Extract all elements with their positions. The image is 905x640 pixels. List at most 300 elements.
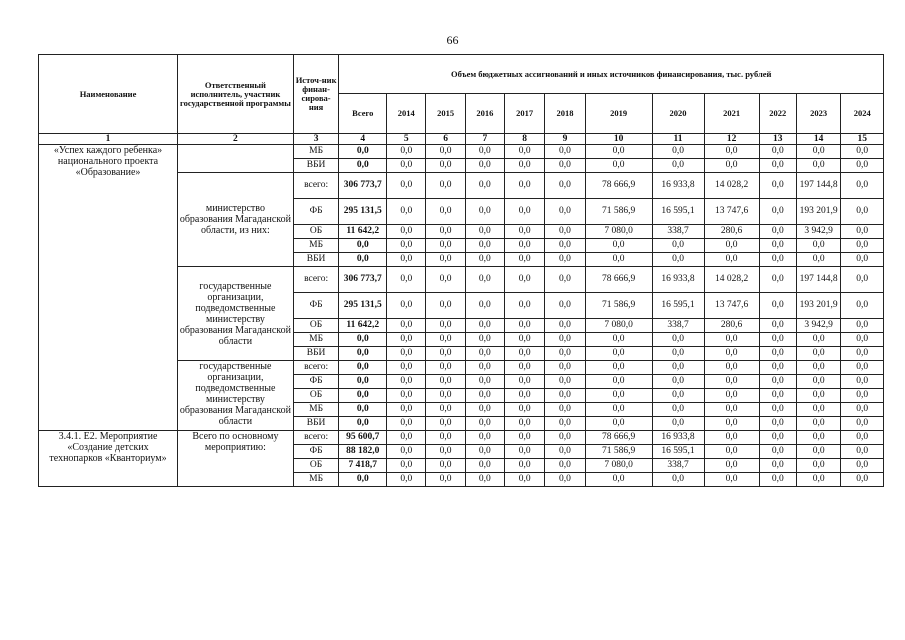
amount-cell: 0,0 xyxy=(652,159,704,173)
amount-cell: 3 942,9 xyxy=(796,319,841,333)
amount-cell: 0,0 xyxy=(465,459,504,473)
amount-cell: 0,0 xyxy=(426,417,465,431)
amount-cell: 0,0 xyxy=(465,225,504,239)
amount-cell: 0,0 xyxy=(759,253,796,267)
amount-cell: 71 586,9 xyxy=(585,199,652,225)
amount-cell: 280,6 xyxy=(704,225,759,239)
amount-cell: 0,0 xyxy=(704,253,759,267)
amount-cell: 0,0 xyxy=(704,361,759,375)
table-body xyxy=(39,145,884,487)
funding-source: ОБ xyxy=(293,319,339,333)
amount-cell: 0,0 xyxy=(339,375,387,389)
amount-cell: 0,0 xyxy=(504,333,544,347)
amount-cell: 306 773,7 xyxy=(339,267,387,293)
amount-cell: 0,0 xyxy=(387,145,426,159)
amount-cell: 0,0 xyxy=(465,199,504,225)
amount-cell: 0,0 xyxy=(841,199,884,225)
amount-cell: 0,0 xyxy=(545,389,585,403)
amount-cell: 0,0 xyxy=(426,239,465,253)
amount-cell: 78 666,9 xyxy=(585,267,652,293)
amount-cell: 338,7 xyxy=(652,459,704,473)
header-year: 2017 xyxy=(504,94,544,134)
amount-cell: 280,6 xyxy=(704,319,759,333)
row-responsible: государственные организации, подведомственные министерству образования Магаданской области xyxy=(178,267,294,361)
amount-cell: 0,0 xyxy=(759,347,796,361)
amount-cell: 0,0 xyxy=(704,333,759,347)
amount-cell: 0,0 xyxy=(545,159,585,173)
amount-cell: 295 131,5 xyxy=(339,199,387,225)
amount-cell: 0,0 xyxy=(545,239,585,253)
amount-cell: 0,0 xyxy=(704,445,759,459)
column-index: 2 xyxy=(178,134,294,145)
amount-cell: 0,0 xyxy=(504,473,544,487)
amount-cell: 0,0 xyxy=(387,389,426,403)
amount-cell: 0,0 xyxy=(545,145,585,159)
amount-cell: 0,0 xyxy=(465,159,504,173)
amount-cell: 16 595,1 xyxy=(652,293,704,319)
header-total: Всего xyxy=(339,94,387,134)
amount-cell: 0,0 xyxy=(796,159,841,173)
amount-cell: 0,0 xyxy=(426,473,465,487)
row-name: «Успех каждого ребенка» национального проекта «Образование» xyxy=(39,145,178,431)
amount-cell: 0,0 xyxy=(841,145,884,159)
amount-cell: 0,0 xyxy=(426,267,465,293)
funding-source: всего: xyxy=(293,173,339,199)
amount-cell: 16 933,8 xyxy=(652,267,704,293)
amount-cell: 0,0 xyxy=(545,431,585,445)
amount-cell: 0,0 xyxy=(504,319,544,333)
amount-cell: 0,0 xyxy=(841,389,884,403)
funding-source: ОБ xyxy=(293,389,339,403)
amount-cell: 0,0 xyxy=(545,403,585,417)
amount-cell: 0,0 xyxy=(545,417,585,431)
amount-cell: 0,0 xyxy=(426,159,465,173)
amount-cell: 0,0 xyxy=(426,403,465,417)
amount-cell: 0,0 xyxy=(387,239,426,253)
amount-cell: 71 586,9 xyxy=(585,445,652,459)
amount-cell: 0,0 xyxy=(387,319,426,333)
amount-cell: 0,0 xyxy=(545,225,585,239)
header-year: 2018 xyxy=(545,94,585,134)
amount-cell: 88 182,0 xyxy=(339,445,387,459)
amount-cell: 0,0 xyxy=(387,173,426,199)
amount-cell: 0,0 xyxy=(387,253,426,267)
funding-source: ОБ xyxy=(293,459,339,473)
header-year: 2021 xyxy=(704,94,759,134)
amount-cell: 0,0 xyxy=(796,445,841,459)
amount-cell: 295 131,5 xyxy=(339,293,387,319)
amount-cell: 0,0 xyxy=(652,361,704,375)
amount-cell: 0,0 xyxy=(465,375,504,389)
amount-cell: 0,0 xyxy=(841,225,884,239)
amount-cell: 0,0 xyxy=(504,173,544,199)
amount-cell: 0,0 xyxy=(585,253,652,267)
amount-cell: 7 080,0 xyxy=(585,225,652,239)
amount-cell: 0,0 xyxy=(652,239,704,253)
amount-cell: 0,0 xyxy=(426,253,465,267)
index-row xyxy=(39,134,884,145)
header-year: 2016 xyxy=(465,94,504,134)
amount-cell: 338,7 xyxy=(652,319,704,333)
amount-cell: 0,0 xyxy=(704,417,759,431)
column-index: 10 xyxy=(585,134,652,145)
funding-source: ВБИ xyxy=(293,347,339,361)
table-row xyxy=(39,145,884,159)
amount-cell: 0,0 xyxy=(387,403,426,417)
amount-cell: 0,0 xyxy=(545,375,585,389)
funding-source: МБ xyxy=(293,145,339,159)
amount-cell: 0,0 xyxy=(652,347,704,361)
amount-cell: 0,0 xyxy=(585,389,652,403)
amount-cell: 0,0 xyxy=(841,445,884,459)
amount-cell: 0,0 xyxy=(585,239,652,253)
amount-cell: 197 144,8 xyxy=(796,267,841,293)
amount-cell: 0,0 xyxy=(504,347,544,361)
amount-cell: 0,0 xyxy=(545,473,585,487)
amount-cell: 16 933,8 xyxy=(652,431,704,445)
amount-cell: 0,0 xyxy=(796,403,841,417)
amount-cell: 0,0 xyxy=(465,389,504,403)
amount-cell: 0,0 xyxy=(585,333,652,347)
financing-table xyxy=(38,54,884,487)
amount-cell: 0,0 xyxy=(387,199,426,225)
amount-cell: 0,0 xyxy=(426,389,465,403)
funding-source: всего: xyxy=(293,361,339,375)
header-year: 2023 xyxy=(796,94,841,134)
amount-cell: 0,0 xyxy=(387,431,426,445)
amount-cell: 0,0 xyxy=(796,417,841,431)
amount-cell: 0,0 xyxy=(387,347,426,361)
amount-cell: 0,0 xyxy=(504,361,544,375)
amount-cell: 0,0 xyxy=(841,239,884,253)
column-index: 7 xyxy=(465,134,504,145)
amount-cell: 0,0 xyxy=(504,225,544,239)
amount-cell: 3 942,9 xyxy=(796,225,841,239)
amount-cell: 0,0 xyxy=(545,459,585,473)
amount-cell: 16 595,1 xyxy=(652,199,704,225)
funding-source: всего: xyxy=(293,431,339,445)
header-responsible: Ответственный исполнитель, участник государственной программы xyxy=(178,55,294,134)
amount-cell: 0,0 xyxy=(704,389,759,403)
amount-cell: 0,0 xyxy=(426,225,465,239)
amount-cell: 0,0 xyxy=(652,333,704,347)
amount-cell: 0,0 xyxy=(759,333,796,347)
amount-cell: 0,0 xyxy=(796,239,841,253)
amount-cell: 0,0 xyxy=(387,375,426,389)
amount-cell: 0,0 xyxy=(704,375,759,389)
amount-cell: 0,0 xyxy=(465,253,504,267)
amount-cell: 0,0 xyxy=(585,361,652,375)
amount-cell: 0,0 xyxy=(841,293,884,319)
amount-cell: 0,0 xyxy=(387,293,426,319)
amount-cell: 0,0 xyxy=(465,361,504,375)
amount-cell: 0,0 xyxy=(387,267,426,293)
amount-cell: 0,0 xyxy=(504,253,544,267)
amount-cell: 0,0 xyxy=(652,403,704,417)
funding-source: ФБ xyxy=(293,293,339,319)
amount-cell: 0,0 xyxy=(426,319,465,333)
amount-cell: 0,0 xyxy=(841,361,884,375)
header-year: 2024 xyxy=(841,94,884,134)
amount-cell: 0,0 xyxy=(465,431,504,445)
amount-cell: 7 080,0 xyxy=(585,319,652,333)
amount-cell: 0,0 xyxy=(426,431,465,445)
column-index: 13 xyxy=(759,134,796,145)
amount-cell: 338,7 xyxy=(652,225,704,239)
amount-cell: 0,0 xyxy=(704,431,759,445)
amount-cell: 0,0 xyxy=(387,361,426,375)
column-index: 15 xyxy=(841,134,884,145)
table-row xyxy=(39,431,884,445)
amount-cell: 0,0 xyxy=(585,145,652,159)
row-responsible: министерство образования Магаданской области, из них: xyxy=(178,173,294,267)
amount-cell: 0,0 xyxy=(704,347,759,361)
amount-cell: 0,0 xyxy=(841,431,884,445)
amount-cell: 0,0 xyxy=(545,253,585,267)
amount-cell: 0,0 xyxy=(796,375,841,389)
header-name: Наименование xyxy=(39,55,178,134)
page-number: 66 xyxy=(446,33,459,47)
header-year: 2014 xyxy=(387,94,426,134)
amount-cell: 0,0 xyxy=(704,239,759,253)
amount-cell: 0,0 xyxy=(387,445,426,459)
amount-cell: 0,0 xyxy=(704,459,759,473)
amount-cell: 0,0 xyxy=(465,267,504,293)
amount-cell: 16 595,1 xyxy=(652,445,704,459)
amount-cell: 0,0 xyxy=(759,159,796,173)
amount-cell: 0,0 xyxy=(652,389,704,403)
amount-cell: 0,0 xyxy=(841,375,884,389)
amount-cell: 0,0 xyxy=(504,417,544,431)
column-index: 4 xyxy=(339,134,387,145)
amount-cell: 0,0 xyxy=(652,145,704,159)
row-name: 3.4.1. Е2. Мероприятие «Создание детских технопарков «Кванториум» xyxy=(39,431,178,487)
funding-source: всего: xyxy=(293,267,339,293)
amount-cell: 0,0 xyxy=(426,293,465,319)
amount-cell: 0,0 xyxy=(545,319,585,333)
amount-cell: 13 747,6 xyxy=(704,199,759,225)
amount-cell: 7 080,0 xyxy=(585,459,652,473)
amount-cell: 0,0 xyxy=(465,293,504,319)
amount-cell: 0,0 xyxy=(759,319,796,333)
amount-cell: 0,0 xyxy=(504,267,544,293)
amount-cell: 78 666,9 xyxy=(585,431,652,445)
funding-source: МБ xyxy=(293,333,339,347)
amount-cell: 0,0 xyxy=(841,459,884,473)
amount-cell: 0,0 xyxy=(545,267,585,293)
amount-cell: 0,0 xyxy=(841,347,884,361)
amount-cell: 0,0 xyxy=(759,225,796,239)
amount-cell: 0,0 xyxy=(652,253,704,267)
amount-cell: 0,0 xyxy=(759,459,796,473)
funding-source: ФБ xyxy=(293,445,339,459)
amount-cell: 0,0 xyxy=(504,445,544,459)
amount-cell: 0,0 xyxy=(426,375,465,389)
amount-cell: 7 418,7 xyxy=(339,459,387,473)
amount-cell: 0,0 xyxy=(759,173,796,199)
amount-cell: 0,0 xyxy=(545,347,585,361)
amount-cell: 0,0 xyxy=(652,473,704,487)
amount-cell: 0,0 xyxy=(465,173,504,199)
column-index: 9 xyxy=(545,134,585,145)
funding-source: МБ xyxy=(293,403,339,417)
amount-cell: 0,0 xyxy=(841,319,884,333)
amount-cell: 0,0 xyxy=(465,239,504,253)
funding-source: ОБ xyxy=(293,225,339,239)
amount-cell: 0,0 xyxy=(387,225,426,239)
amount-cell: 0,0 xyxy=(759,431,796,445)
amount-cell: 0,0 xyxy=(426,445,465,459)
amount-cell: 0,0 xyxy=(759,199,796,225)
amount-cell: 0,0 xyxy=(585,375,652,389)
amount-cell: 0,0 xyxy=(387,459,426,473)
amount-cell: 0,0 xyxy=(339,473,387,487)
amount-cell: 0,0 xyxy=(465,473,504,487)
amount-cell: 0,0 xyxy=(504,375,544,389)
amount-cell: 0,0 xyxy=(759,375,796,389)
amount-cell: 0,0 xyxy=(704,473,759,487)
funding-source: ВБИ xyxy=(293,417,339,431)
amount-cell: 14 028,2 xyxy=(704,173,759,199)
amount-cell: 0,0 xyxy=(387,417,426,431)
amount-cell: 0,0 xyxy=(465,145,504,159)
amount-cell: 0,0 xyxy=(759,389,796,403)
amount-cell: 0,0 xyxy=(465,333,504,347)
amount-cell: 0,0 xyxy=(339,403,387,417)
amount-cell: 0,0 xyxy=(339,145,387,159)
amount-cell: 0,0 xyxy=(504,431,544,445)
amount-cell: 0,0 xyxy=(796,145,841,159)
amount-cell: 0,0 xyxy=(759,417,796,431)
header-year: 2015 xyxy=(426,94,465,134)
amount-cell: 197 144,8 xyxy=(796,173,841,199)
amount-cell: 0,0 xyxy=(841,267,884,293)
row-responsible xyxy=(178,145,294,173)
funding-source: МБ xyxy=(293,239,339,253)
amount-cell: 0,0 xyxy=(759,267,796,293)
amount-cell: 95 600,7 xyxy=(339,431,387,445)
amount-cell: 0,0 xyxy=(465,417,504,431)
header-year: 2019 xyxy=(585,94,652,134)
amount-cell: 0,0 xyxy=(796,431,841,445)
amount-cell: 193 201,9 xyxy=(796,293,841,319)
amount-cell: 0,0 xyxy=(465,319,504,333)
amount-cell: 0,0 xyxy=(841,473,884,487)
row-responsible: государственные организации, подведомственные министерству образования Магаданской области xyxy=(178,361,294,431)
amount-cell: 0,0 xyxy=(704,403,759,417)
amount-cell: 78 666,9 xyxy=(585,173,652,199)
amount-cell: 0,0 xyxy=(585,347,652,361)
amount-cell: 0,0 xyxy=(339,417,387,431)
amount-cell: 0,0 xyxy=(545,173,585,199)
column-index: 5 xyxy=(387,134,426,145)
amount-cell: 0,0 xyxy=(796,389,841,403)
amount-cell: 0,0 xyxy=(465,347,504,361)
amount-cell: 0,0 xyxy=(504,159,544,173)
column-index: 14 xyxy=(796,134,841,145)
amount-cell: 0,0 xyxy=(841,417,884,431)
amount-cell: 0,0 xyxy=(796,459,841,473)
column-index: 6 xyxy=(426,134,465,145)
amount-cell: 0,0 xyxy=(339,389,387,403)
amount-cell: 0,0 xyxy=(504,293,544,319)
amount-cell: 0,0 xyxy=(841,403,884,417)
amount-cell: 0,0 xyxy=(796,347,841,361)
amount-cell: 0,0 xyxy=(504,199,544,225)
amount-cell: 0,0 xyxy=(796,333,841,347)
amount-cell: 71 586,9 xyxy=(585,293,652,319)
row-responsible: Всего по основному мероприятию: xyxy=(178,431,294,487)
amount-cell: 306 773,7 xyxy=(339,173,387,199)
amount-cell: 0,0 xyxy=(387,159,426,173)
amount-cell: 16 933,8 xyxy=(652,173,704,199)
amount-cell: 0,0 xyxy=(585,417,652,431)
amount-cell: 0,0 xyxy=(759,473,796,487)
amount-cell: 0,0 xyxy=(585,473,652,487)
amount-cell: 0,0 xyxy=(426,199,465,225)
amount-cell: 0,0 xyxy=(652,417,704,431)
amount-cell: 0,0 xyxy=(704,159,759,173)
amount-cell: 0,0 xyxy=(841,173,884,199)
amount-cell: 0,0 xyxy=(759,293,796,319)
amount-cell: 0,0 xyxy=(339,347,387,361)
header-year: 2022 xyxy=(759,94,796,134)
amount-cell: 0,0 xyxy=(387,333,426,347)
header-row-1 xyxy=(39,55,884,94)
amount-cell: 0,0 xyxy=(545,361,585,375)
funding-source: ВБИ xyxy=(293,159,339,173)
amount-cell: 13 747,6 xyxy=(704,293,759,319)
amount-cell: 0,0 xyxy=(759,445,796,459)
amount-cell: 0,0 xyxy=(796,253,841,267)
amount-cell: 0,0 xyxy=(426,347,465,361)
amount-cell: 0,0 xyxy=(339,239,387,253)
funding-source: ВБИ xyxy=(293,253,339,267)
funding-source: МБ xyxy=(293,473,339,487)
amount-cell: 0,0 xyxy=(339,333,387,347)
amount-cell: 0,0 xyxy=(339,253,387,267)
amount-cell: 0,0 xyxy=(504,389,544,403)
amount-cell: 0,0 xyxy=(759,239,796,253)
amount-cell: 0,0 xyxy=(585,403,652,417)
column-index: 11 xyxy=(652,134,704,145)
amount-cell: 0,0 xyxy=(841,159,884,173)
amount-cell: 0,0 xyxy=(426,145,465,159)
amount-cell: 0,0 xyxy=(704,145,759,159)
amount-cell: 0,0 xyxy=(339,361,387,375)
column-index: 8 xyxy=(504,134,544,145)
amount-cell: 193 201,9 xyxy=(796,199,841,225)
amount-cell: 0,0 xyxy=(545,293,585,319)
amount-cell: 0,0 xyxy=(426,173,465,199)
amount-cell: 0,0 xyxy=(504,459,544,473)
funding-source: ФБ xyxy=(293,199,339,225)
column-index: 1 xyxy=(39,134,178,145)
amount-cell: 0,0 xyxy=(759,361,796,375)
amount-cell: 0,0 xyxy=(545,333,585,347)
amount-cell: 0,0 xyxy=(796,473,841,487)
amount-cell: 0,0 xyxy=(426,333,465,347)
amount-cell: 11 642,2 xyxy=(339,319,387,333)
column-index: 12 xyxy=(704,134,759,145)
amount-cell: 0,0 xyxy=(796,361,841,375)
amount-cell: 0,0 xyxy=(504,239,544,253)
amount-cell: 0,0 xyxy=(841,333,884,347)
amount-cell: 0,0 xyxy=(545,199,585,225)
amount-cell: 0,0 xyxy=(504,403,544,417)
column-index: 3 xyxy=(293,134,339,145)
amount-cell: 11 642,2 xyxy=(339,225,387,239)
